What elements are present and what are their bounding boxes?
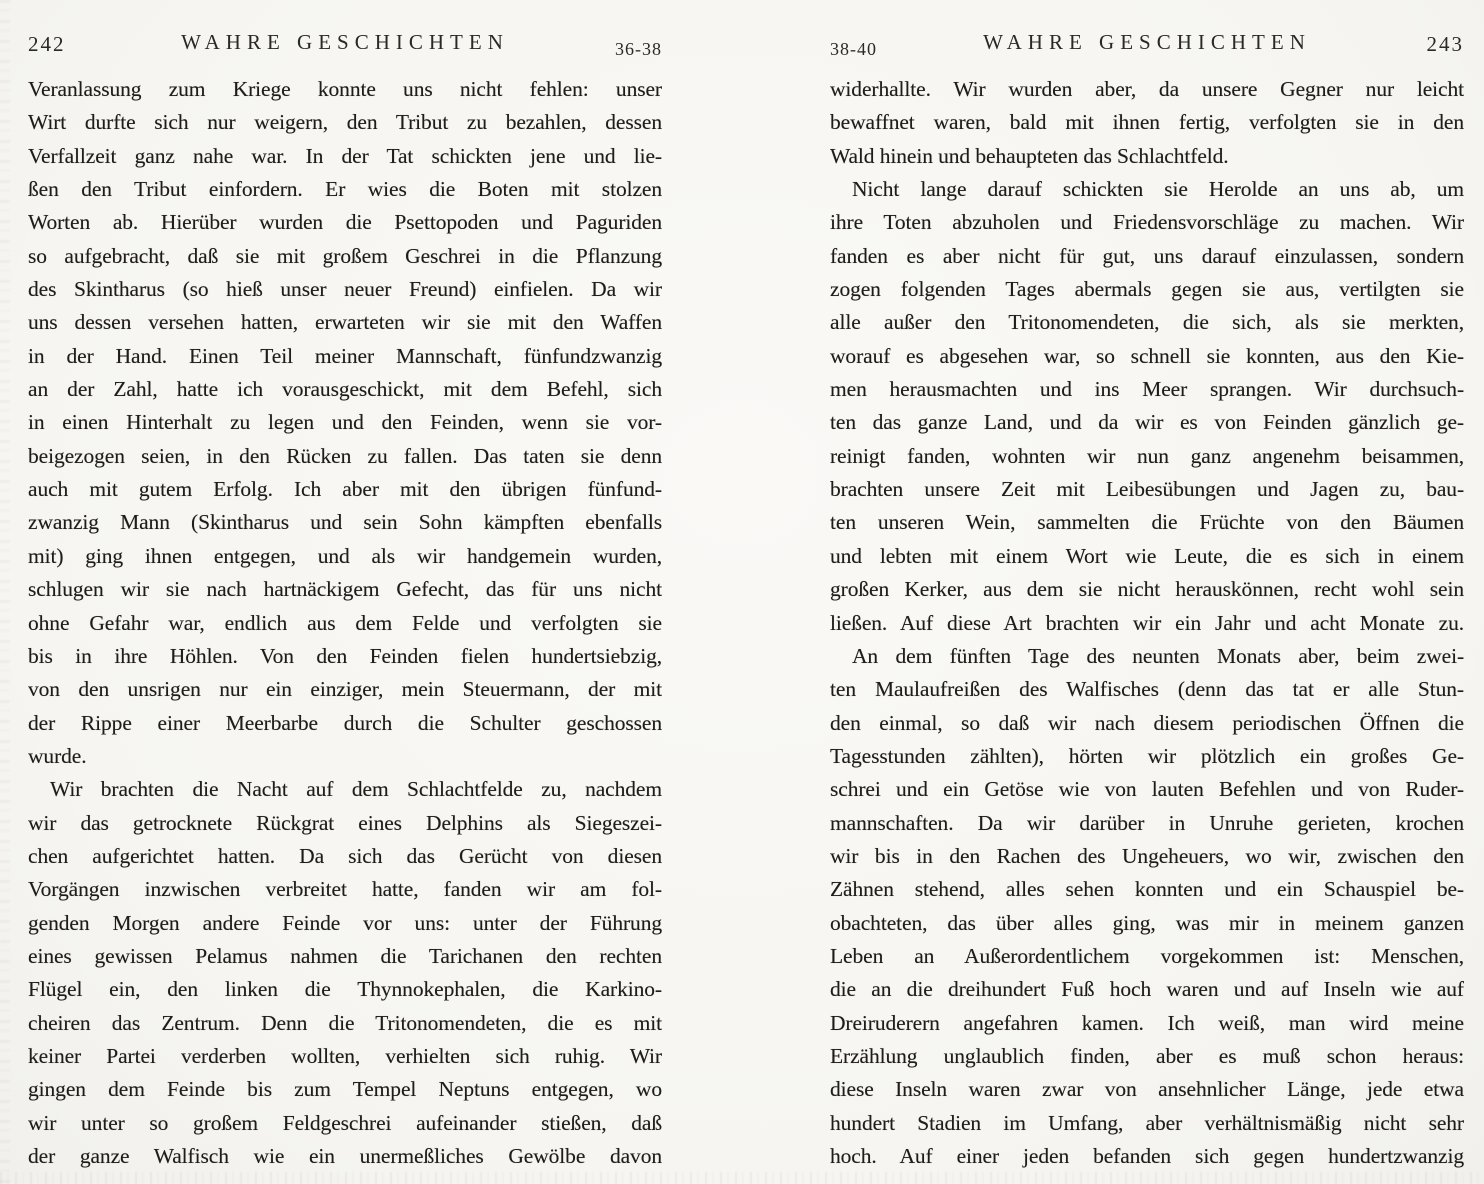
text-line: bewaffnet waren, bald mit ihnen fertig, verfolgten sie in den (830, 110, 1464, 135)
text-line: Wald hinein und behaupteten das Schlachtfeld. (830, 143, 1229, 168)
text-line: ten das ganze Land, und da wir es von Feinden gänzlich ge- (830, 410, 1464, 435)
text-line: so aufgebracht, daß sie mit großem Geschrei in die Pflanzung (28, 243, 662, 268)
text-line: zogen folgenden Tages abermals gegen sie aus, vertilgten sie (830, 277, 1464, 302)
text-line: Verfallzeit ganz nahe war. In der Tat schickten jene und lie- (28, 143, 662, 168)
text-line: Flügel ein, den linken die Thynnokephalen, die Karkino- (28, 977, 662, 1002)
text-line: Wir brachten die Nacht auf dem Schlachtfelde zu, nachdem (50, 777, 662, 802)
text-line: uns dessen versehen hatten, erwarteten wir sie mit den Waffen (28, 310, 662, 335)
text-line: cheiren das Zentrum. Denn die Tritonomendeten, die es mit (28, 1010, 662, 1035)
text-line: auch mit gutem Erfolg. Ich aber mit den übrigen fünfund- (28, 477, 662, 502)
text-line: fanden es aber nicht für gut, uns darauf einzulassen, sondern (830, 243, 1464, 268)
text-line: eines gewissen Pelamus nahmen die Tarichanen den rechten (28, 943, 662, 968)
book-page-left (28, 30, 662, 1173)
text-line: chen aufgerichtet hatten. Da sich das Gerücht von diesen (28, 843, 662, 868)
text-line: reinigt fanden, wohnten wir nun ganz angenehm beisammen, (830, 443, 1464, 468)
text-line: ließen. Auf diese Art brachten wir ein Jahr und acht Monate zu. (830, 610, 1464, 635)
text-line: die an die dreihundert Fuß hoch waren und auf Inseln wie auf (830, 977, 1464, 1002)
text-line: men herausmachten und ins Meer sprangen. Wir durchsuch- (830, 377, 1464, 402)
text-line: Dreiruderern angefahren kamen. Ich weiß, man wird meine (830, 1010, 1464, 1035)
text-line: ßen den Tribut einfordern. Er wies die Boten mit stolzen (28, 177, 662, 202)
text-line: An dem fünften Tage des neunten Monats aber, beim zwei- (852, 643, 1464, 668)
text-line: in der Hand. Einen Teil meiner Mannschaft, fünfundzwanzig (28, 343, 662, 368)
text-line: von den unsrigen nur ein einziger, mein Steuermann, der mit (28, 677, 662, 702)
text-line: Erzählung unglaublich finden, aber es muß schon heraus: (830, 1043, 1464, 1068)
page-number: 243 (1426, 32, 1464, 56)
text-line: mannschaften. Da wir darüber in Unruhe gerieten, krochen (830, 810, 1464, 835)
scan-edge-noise-bottom (0, 1172, 1484, 1184)
text-line: hoch. Auf einer jeden befanden sich gegen hundertzwanzig (830, 1144, 1464, 1168)
running-title: WAHRE GESCHICHTEN (181, 30, 509, 54)
text-line: Worten ab. Hierüber wurden die Psettopoden und Paguriden (28, 210, 662, 235)
text-line: schrei und ein Getöse wie von lauten Befehlen und von Ruder- (830, 777, 1464, 802)
text-line: widerhallte. Wir wurden aber, da unsere Gegner nur leicht (830, 77, 1464, 101)
text-line: bis in ihre Höhlen. Von den Feinden fielen hundertsiebzig, (28, 643, 662, 668)
text-line: beigezogen seien, in den Rücken zu fallen. Das taten sie denn (28, 443, 662, 468)
section-range: 36-38 (615, 39, 662, 59)
text-line: ihre Toten abzuholen und Friedensvorschläge zu machen. Wir (830, 210, 1464, 235)
text-line: gingen dem Feinde bis zum Tempel Neptuns entgegen, wo (28, 1077, 662, 1102)
text-line: alle außer den Tritonomendeten, die sich, als sie merkten, (830, 310, 1464, 335)
text-line: Wirt durfte sich nur weigern, den Tribut zu bezahlen, dessen (28, 110, 662, 135)
text-line: Tagesstunden zählten), hörten wir plötzlich ein großes Ge- (830, 743, 1464, 768)
page-header (830, 30, 1464, 70)
text-line: Zähnen stehend, alles sehen konnten und ein Schauspiel be- (830, 877, 1464, 902)
scan-edge-noise-left (0, 0, 10, 1184)
page-number: 242 (28, 32, 66, 56)
text-line: wir das getrocknete Rückgrat eines Delphins als Siegeszei- (28, 810, 662, 835)
page-text-column (28, 73, 662, 1173)
section-range: 38-40 (830, 39, 877, 59)
text-line: zwanzig Mann (Skintharus und sein Sohn kämpften ebenfalls (28, 510, 662, 535)
text-line: in einen Hinterhalt zu legen und den Feinden, wenn sie vor- (28, 410, 662, 435)
page-header (28, 30, 662, 70)
text-line: wurde. (28, 743, 87, 768)
text-line: an der Zahl, hatte ich vorausgeschickt, mit dem Befehl, sich (28, 377, 662, 402)
text-line: und lebten mit einem Wort wie Leute, die es sich in einem (830, 543, 1464, 568)
text-line: der Rippe einer Meerbarbe durch die Schulter geschossen (28, 710, 662, 735)
running-title: WAHRE GESCHICHTEN (983, 30, 1311, 54)
page-text-column (830, 73, 1464, 1173)
text-line: den einmal, so daß wir nach diesem periodischen Öffnen die (830, 710, 1464, 735)
text-line: Nicht lange darauf schickten sie Herolde an uns ab, um (852, 177, 1464, 202)
text-line: keiner Partei verderben wollten, verhielten sich ruhig. Wir (28, 1043, 662, 1068)
text-line: ten unseren Wein, sammelten die Früchte von den Bäumen (830, 510, 1464, 535)
text-line: brachten unsere Zeit mit Leibesübungen und Jagen zu, bau- (830, 477, 1464, 502)
book-page-right (830, 30, 1464, 1173)
text-line: ohne Gefahr war, endlich aus dem Felde und verfolgten sie (28, 610, 662, 635)
text-line: des Skintharus (so hieß unser neuer Freund) einfielen. Da wir (28, 277, 662, 302)
text-line: Leben an Außerordentlichem vorgekommen ist: Menschen, (830, 943, 1464, 968)
text-line: wir bis in den Rachen des Ungeheuers, wo wir, zwischen den (830, 843, 1464, 868)
text-line: genden Morgen andere Feinde vor uns: unter der Führung (28, 910, 662, 935)
text-line: mit) ging ihnen entgegen, und als wir handgemein wurden, (28, 543, 662, 568)
text-line: der ganze Walfisch wie ein unermeßliches Gewölbe davon (28, 1144, 662, 1168)
text-line: Veranlassung zum Kriege konnte uns nicht fehlen: unser (28, 77, 662, 101)
text-line: diese Inseln waren zwar von ansehnlicher Länge, jede etwa (830, 1077, 1464, 1102)
text-line: hundert Stadien im Umfang, aber verhältnismäßig nicht sehr (830, 1110, 1464, 1135)
text-line: schlugen wir sie nach hartnäckigem Gefecht, das für uns nicht (28, 577, 662, 602)
text-line: ten Maulaufreißen des Walfisches (denn das tat er alle Stun- (830, 677, 1464, 702)
text-line: großen Kerker, aus dem sie nicht herauskönnen, recht wohl sein (830, 577, 1464, 602)
text-line: worauf es abgesehen war, so schnell sie konnten, aus den Kie- (830, 343, 1464, 368)
text-line: wir unter so großem Feldgeschrei aufeinander stießen, daß (28, 1110, 662, 1135)
text-line: obachteten, das über alles ging, was mir in meinem ganzen (830, 910, 1464, 935)
text-line: Vorgängen inzwischen verbreitet hatte, fanden wir am fol- (28, 877, 662, 902)
